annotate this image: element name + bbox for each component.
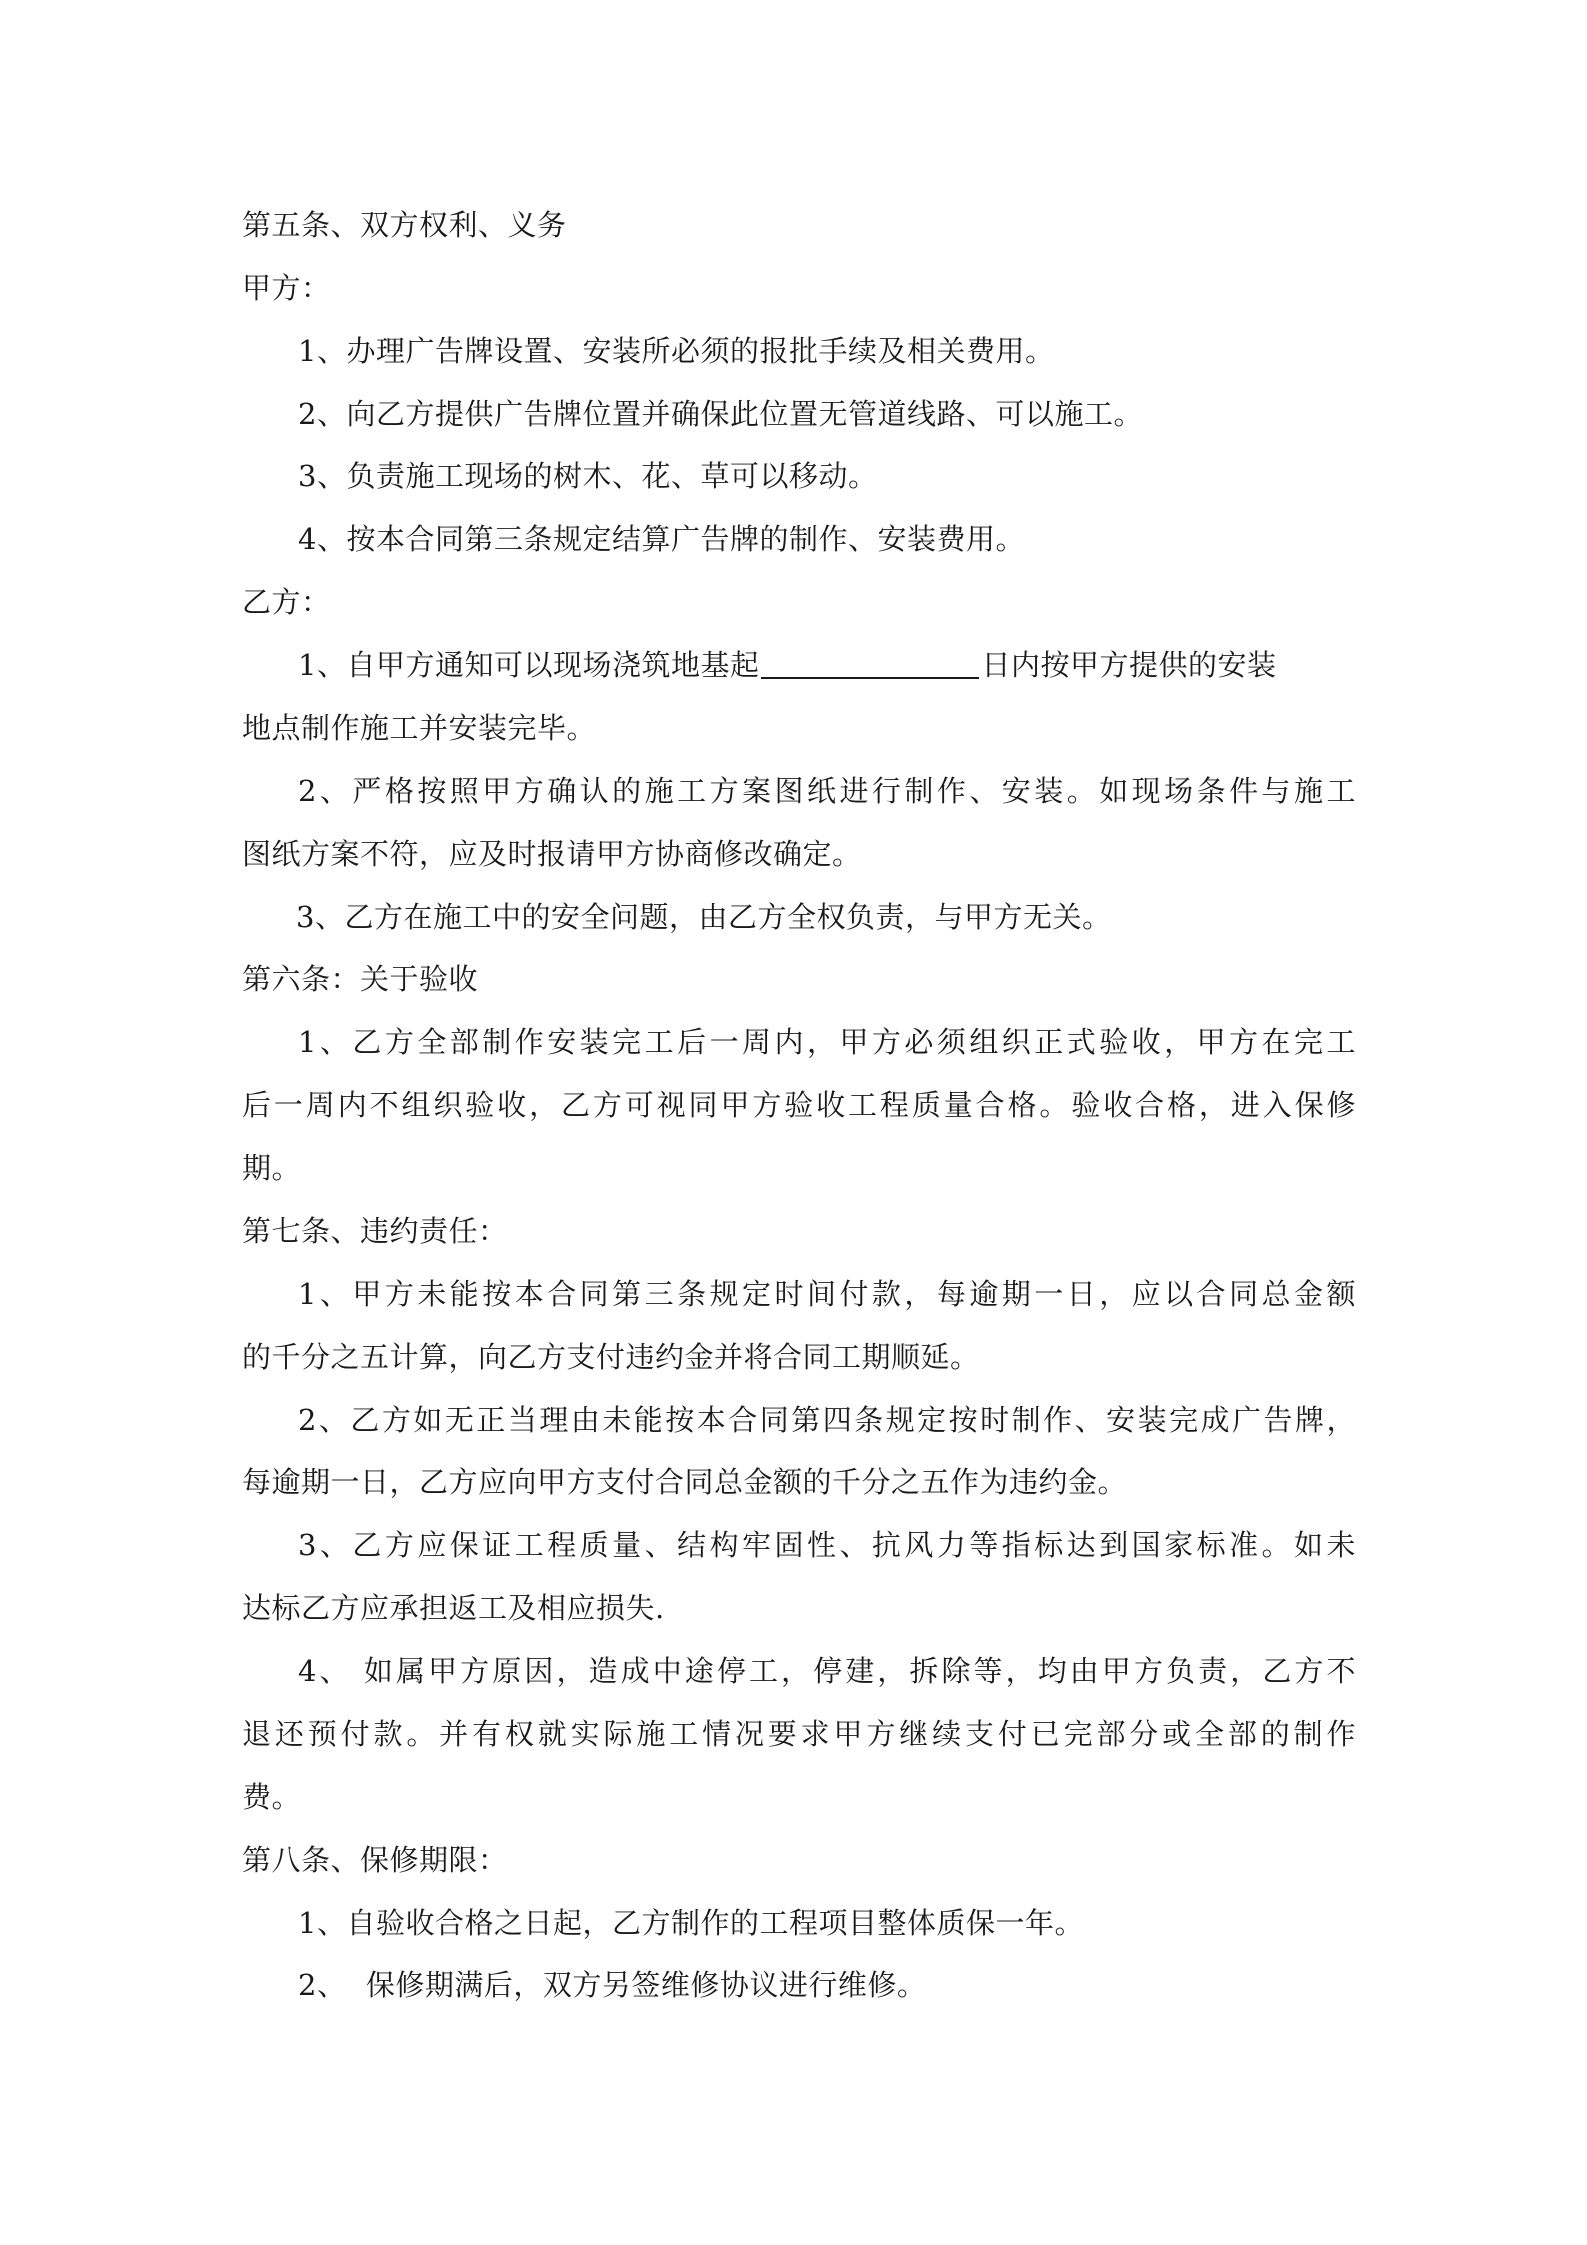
article-6-heading: 第六条：关于验收	[242, 962, 479, 996]
article-5-heading: 第五条、双方权利、义务	[242, 208, 567, 242]
party-a-item-1: 1、办理广告牌设置、安装所必须的报批手续及相关费用。	[298, 334, 1055, 368]
liability-item-2-line-2: 每逾期一日，乙方应向甲方支付合同总金额的千分之五作为违约金。	[242, 1465, 1128, 1499]
party-b-item-1-text-a: 1、自甲方通知可以现场浇筑地基起	[298, 648, 760, 682]
party-a-item-3: 3、负责施工现场的树木、花、草可以移动。	[298, 459, 878, 493]
article-7-heading: 第七条、违约责任：	[242, 1214, 508, 1248]
party-a-item-4: 4、按本合同第三条规定结算广告牌的制作、安装费用。	[298, 522, 1025, 556]
party-b-item-2-line-2: 图纸方案不符，应及时报请甲方协商修改确定。	[242, 837, 862, 871]
warranty-item-2: 2、 保修期满后，双方另签维修协议进行维修。	[298, 1968, 927, 2002]
liability-item-2-line-1: 2、乙方如无正当理由未能按本合同第四条规定按时制作、安装完成广告牌，	[298, 1403, 1356, 1437]
liability-item-1-line-1: 1、甲方未能按本合同第三条规定时间付款，每逾期一日，应以合同总金额	[298, 1277, 1356, 1311]
party-b-item-2-line-1: 2、严格按照甲方确认的施工方案图纸进行制作、安装。如现场条件与施工	[298, 774, 1356, 808]
acceptance-item-1-line-2: 后一周内不组织验收，乙方可视同甲方验收工程质量合格。验收合格，进入保修	[242, 1088, 1356, 1122]
acceptance-item-1-line-1: 1、乙方全部制作安装完工后一周内，甲方必须组织正式验收，甲方在完工	[298, 1025, 1356, 1059]
liability-item-4-line-1: 4、 如属甲方原因，造成中途停工，停建，拆除等，均由甲方负责，乙方不	[298, 1654, 1356, 1688]
party-a-item-2: 2、向乙方提供广告牌位置并确保此位置无管道线路、可以施工。	[298, 397, 1143, 431]
article-8-heading: 第八条、保修期限：	[242, 1843, 508, 1877]
party-b-label: 乙方：	[242, 585, 331, 619]
liability-item-3-line-1: 3、乙方应保证工程质量、结构牢固性、抗风力等指标达到国家标准。如未	[298, 1528, 1356, 1562]
party-b-item-1-line-2: 地点制作施工并安装完毕。	[242, 711, 597, 745]
party-a-label: 甲方：	[242, 271, 331, 305]
acceptance-item-1-line-3: 期。	[242, 1151, 302, 1185]
blank-days-field	[761, 647, 979, 679]
party-b-item-3: 3、乙方在施工中的安全问题，由乙方全权负责，与甲方无关。	[296, 900, 1112, 934]
liability-item-3-line-2: 达标乙方应承担返工及相应损失.	[242, 1591, 665, 1625]
party-b-item-1-line-1	[298, 645, 1276, 685]
liability-item-4-line-2: 退还预付款。并有权就实际施工情况要求甲方继续支付已完部分或全部的制作	[242, 1717, 1356, 1751]
liability-item-4-line-3: 费。	[242, 1780, 302, 1814]
party-b-item-1-text-b: 日内按甲方提供的安装	[981, 648, 1277, 682]
liability-item-1-line-2: 的千分之五计算，向乙方支付违约金并将合同工期顺延。	[242, 1340, 980, 1374]
warranty-item-1: 1、自验收合格之日起，乙方制作的工程项目整体质保一年。	[298, 1906, 1084, 1940]
